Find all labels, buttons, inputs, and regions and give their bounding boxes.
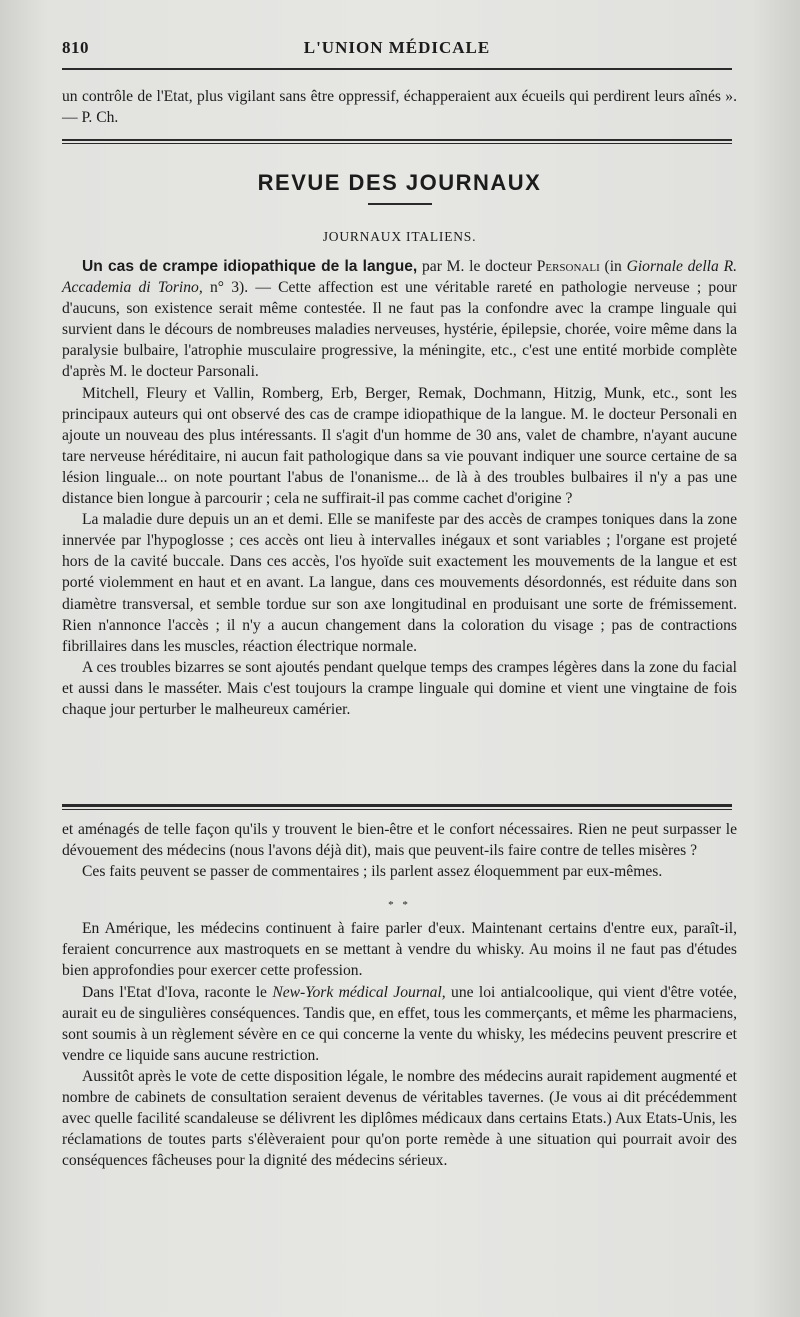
intro-paragraph: un contrôle de l'Etat, plus vigilant sans être oppressif, échapperaient aux écueils qui perdirent leurs aînés ». — P. Ch.	[62, 88, 737, 127]
asterism-separator: * *	[388, 899, 411, 912]
page-number: 810	[62, 38, 89, 57]
section-rule-top	[62, 139, 732, 141]
columns-divider-thin-rule	[62, 809, 732, 810]
article-body	[62, 256, 737, 720]
header-rule	[62, 68, 732, 70]
article-paragraph-1	[62, 256, 737, 383]
journal-name: New-York médical Journal,	[272, 983, 446, 1001]
article-title: Un cas de crampe idiopathique de la langue,	[82, 258, 418, 275]
rubric-subtitle: JOURNAUX ITALIENS.	[322, 229, 477, 244]
article-author: Personali	[536, 258, 600, 275]
article-paragraph-4: A ces troubles bizarres se sont ajoutés pendant quelque temps des crampes légères dans la zone du facial et aussi dans le masséter. Mais c'est toujours la crampe linguale qui domine et vient une vingtaine de fois chaque jour perturber le malheureux camérier.	[62, 658, 737, 718]
article-byline: par M. le docteur	[417, 258, 537, 275]
lower-paragraph-2: Ces faits peuvent se passer de commentaires ; ils parlent assez éloquemment par eux-mêmes.	[82, 863, 663, 881]
article-source-pre: (in	[599, 258, 627, 275]
rubric-title: REVUE DES JOURNAUX	[257, 170, 542, 195]
section-rule-bottom	[62, 143, 732, 144]
columns-divider-rule	[62, 804, 732, 807]
article-paragraph-1-text: n° 3). — Cette affection est une véritable rareté en pathologie nerveuse ; pour d'aucuns, son existence serait même contestée. Il ne faut pas la confondre avec la crampe linguale qui survient dans le décours de nombreuses maladies nerveuses, hystérie, épilepsie, chorée, voire même dans la paralysie bulbaire, l'atrophie musculaire progressive, la méningite, etc., c'est une entité morbide complète d'après M. le docteur Parsonali.	[62, 279, 737, 381]
article-paragraph-3: La maladie dure depuis un an et demi. Elle se manifeste par des accès de crampes toniques dans la zone innervée par l'hypoglosse ; ces accès ont lieu à intervalles inégaux et sont variables ; l'organe est projeté hors de la cavité buccale. Dans ces accès, l'os hyoïde suit exactement les mouvements de la langue et est porté violemment en haut et en avant. La langue, dans ces mouvements désordonnés, est réduite dans son diamètre transversal, et semble tordue sur son axe longitudinal en produisant une sorte de frémissement. Rien n'annonce l'accès ; il n'y a aucun changement dans la coloration du visage ; pas de contractions fibrillaires dans les muscles, réaction électrique normale.	[62, 511, 737, 655]
article-source: Giornale della R. Accademia di Torino,	[62, 258, 737, 297]
running-title: L'UNION MÉDICALE	[303, 38, 491, 57]
lower-paragraph-1: et aménagés de telle façon qu'ils y trouvent le bien-être et le confort nécessaires. Rien ne peut surpasser le dévouement des médecins (nous l'avons déjà dit), mais que peuvent-ils faire contre de telles misères ?	[62, 821, 737, 860]
lower-paragraph-4	[62, 982, 737, 1066]
lower-paragraph-4-text: une loi antialcoolique, qui vient d'être votée, aurait eu de singulières conséquences. Tandis que, en effet, tous les commerçants, et même les pharmaciens, sont soumis à un règlement sévère en ce qui concerne la vente du whisky, les médecins peuvent prescrire et vendre ce liquide sans aucune restriction.	[62, 983, 738, 1064]
lower-paragraph-3: En Amérique, les médecins continuent à faire parler d'eux. Maintenant certains d'entre eux, paraît-il, feraient concurrence aux mastroquets en se mettant à vendre du whisky. Au moins il ne faut pas d'études bien approfondies pour exercer cette profession.	[62, 920, 737, 980]
article-paragraph-2: Mitchell, Fleury et Vallin, Romberg, Erb, Berger, Remak, Dochmann, Hitzig, Munk, etc., sont les principaux auteurs qui ont observé des cas de crampe idiopathique de la langue. M. le docteur Personali en ajoute un nouveau des plus intéressants. Il s'agit d'un homme de 30 ans, valet de chambre, n'ayant aucune tare nerveuse héréditaire, ni aucun fait pathologique dans sa vie pouvant indiquer une source certaine de sa lésion linguale... on note pourtant l'abus de l'onanisme... de là à des troubles bulbaires il n'y a pas une distance bien longue à parcourir ; cela ne suffirait-il pas comme cachet d'origine ?	[62, 384, 737, 508]
lower-body	[62, 819, 737, 1171]
lower-paragraph-4-start: Dans l'Etat d'Iova, raconte le	[82, 983, 273, 1001]
rubric-ornament-rule	[368, 203, 432, 205]
running-header	[62, 38, 732, 62]
lower-paragraph-5: Aussitôt après le vote de cette disposition légale, le nombre des médecins aurait rapidement augmenté et nombre de cabinets de consultation seraient devenus de véritables tavernes. (Je vous ai dit précédemment avec quelle facilité scandaleuse se délivrent les diplômes médicaux dans certains Etats.) Aux Etats-Unis, les réclamations de toutes parts s'élèveraient pour qu'on porte remède à une situation qui pourrait avoir des conséquences fâcheuses pour la dignité des médecins sérieux.	[62, 1067, 737, 1170]
intro-block	[62, 86, 737, 128]
